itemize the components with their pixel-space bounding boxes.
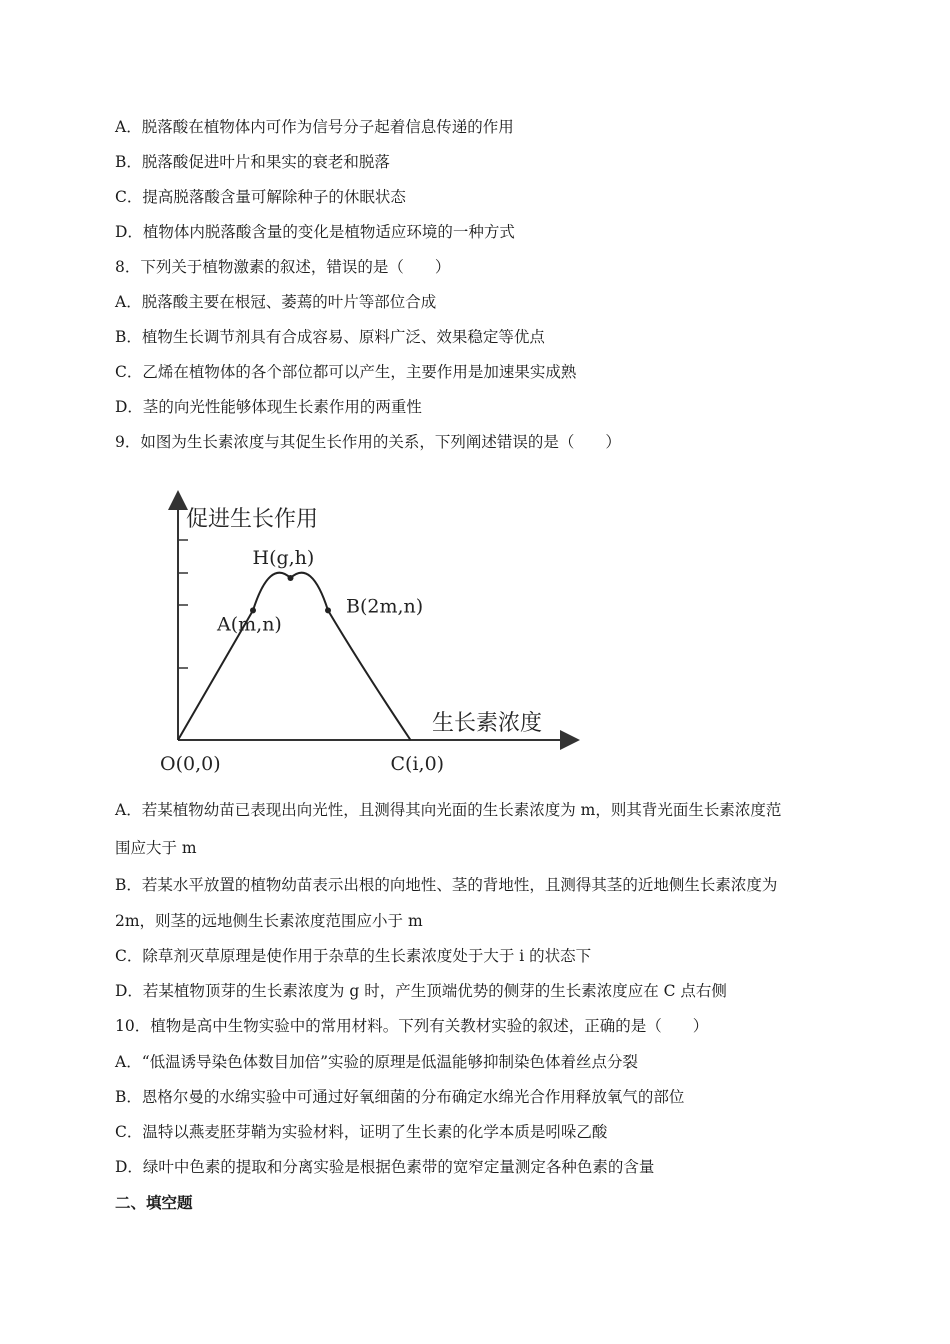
q9-option-b-line2: 2m，则茎的远地侧生长素浓度范围应小于 m — [115, 912, 423, 930]
data-point — [325, 607, 331, 613]
q7-option-d: D．植物体内脱落酸含量的变化是植物适应环境的一种方式 — [115, 223, 515, 241]
point-label: A(m,n) — [217, 613, 282, 636]
section-title: 二、填空题 — [115, 1193, 193, 1212]
q10-stem: 10．植物是高中生物实验中的常用材料。下列有关教材实验的叙述，正确的是（ ） — [115, 1017, 709, 1035]
q10-option-b: B．恩格尔曼的水绵实验中可通过好氧细菌的分布确定水绵光合作用释放氧气的部位 — [115, 1088, 685, 1106]
q8-option-c: C．乙烯在植物体的各个部位都可以产生，主要作用是加速果实成熟 — [115, 363, 577, 381]
point-label: H(g,h) — [252, 547, 315, 569]
q7-option-a: A．脱落酸在植物体内可作为信号分子起着信息传递的作用 — [115, 118, 514, 136]
q10-option-d: D．绿叶中色素的提取和分离实验是根据色素带的宽窄定量测定各种色素的含量 — [115, 1158, 655, 1176]
point-label: C(i,0) — [390, 753, 445, 775]
data-point — [288, 575, 294, 581]
x-axis-label: 生长素浓度 — [432, 711, 543, 736]
q7-option-c: C．提高脱落酸含量可解除种子的休眠状态 — [115, 188, 406, 206]
q9-option-b-line1: B．若某水平放置的植物幼苗表示出根的向地性、茎的背地性，且测得其茎的近地侧生长素浓度为 — [115, 876, 778, 894]
auxin-effect-chart — [160, 490, 580, 780]
q8-option-b: B．植物生长调节剂具有合成容易、原料广泛、效果稳定等优点 — [115, 328, 545, 346]
q9-option-d: D．若某植物顶芽的生长素浓度为 g 时，产生顶端优势的侧芽的生长素浓度应在 C 点右侧 — [115, 982, 727, 1000]
q9-option-a-line1: A．若某植物幼苗已表现出向光性，且测得其向光面的生长素浓度为 m，则其背光面生长素浓度范 — [115, 801, 782, 819]
q8-option-a: A．脱落酸主要在根冠、萎蔫的叶片等部位合成 — [115, 293, 437, 311]
q8-option-d: D．茎的向光性能够体现生长素作用的两重性 — [115, 398, 422, 416]
q7-option-b: B．脱落酸促进叶片和果实的衰老和脱落 — [115, 153, 390, 171]
q9-option-c: C．除草剂灭草原理是使作用于杂草的生长素浓度处于大于 i 的状态下 — [115, 947, 592, 965]
q10-option-a: A．“低温诱导染色体数目加倍”实验的原理是低温能够抑制染色体着丝点分裂 — [115, 1053, 639, 1071]
q9-stem: 9．如图为生长素浓度与其促生长作用的关系，下列阐述错误的是（ ） — [115, 433, 621, 451]
y-axis-label: 促进生长作用 — [186, 507, 319, 532]
q10-option-c: C．温特以燕麦胚芽鞘为实验材料，证明了生长素的化学本质是吲哚乙酸 — [115, 1123, 608, 1141]
q8-stem: 8．下列关于植物激素的叙述，错误的是（ ） — [115, 258, 451, 276]
point-label: B(2m,n) — [346, 595, 424, 618]
point-label: O(0,0) — [160, 753, 221, 775]
q9-option-a-line2: 围应大于 m — [115, 839, 197, 857]
